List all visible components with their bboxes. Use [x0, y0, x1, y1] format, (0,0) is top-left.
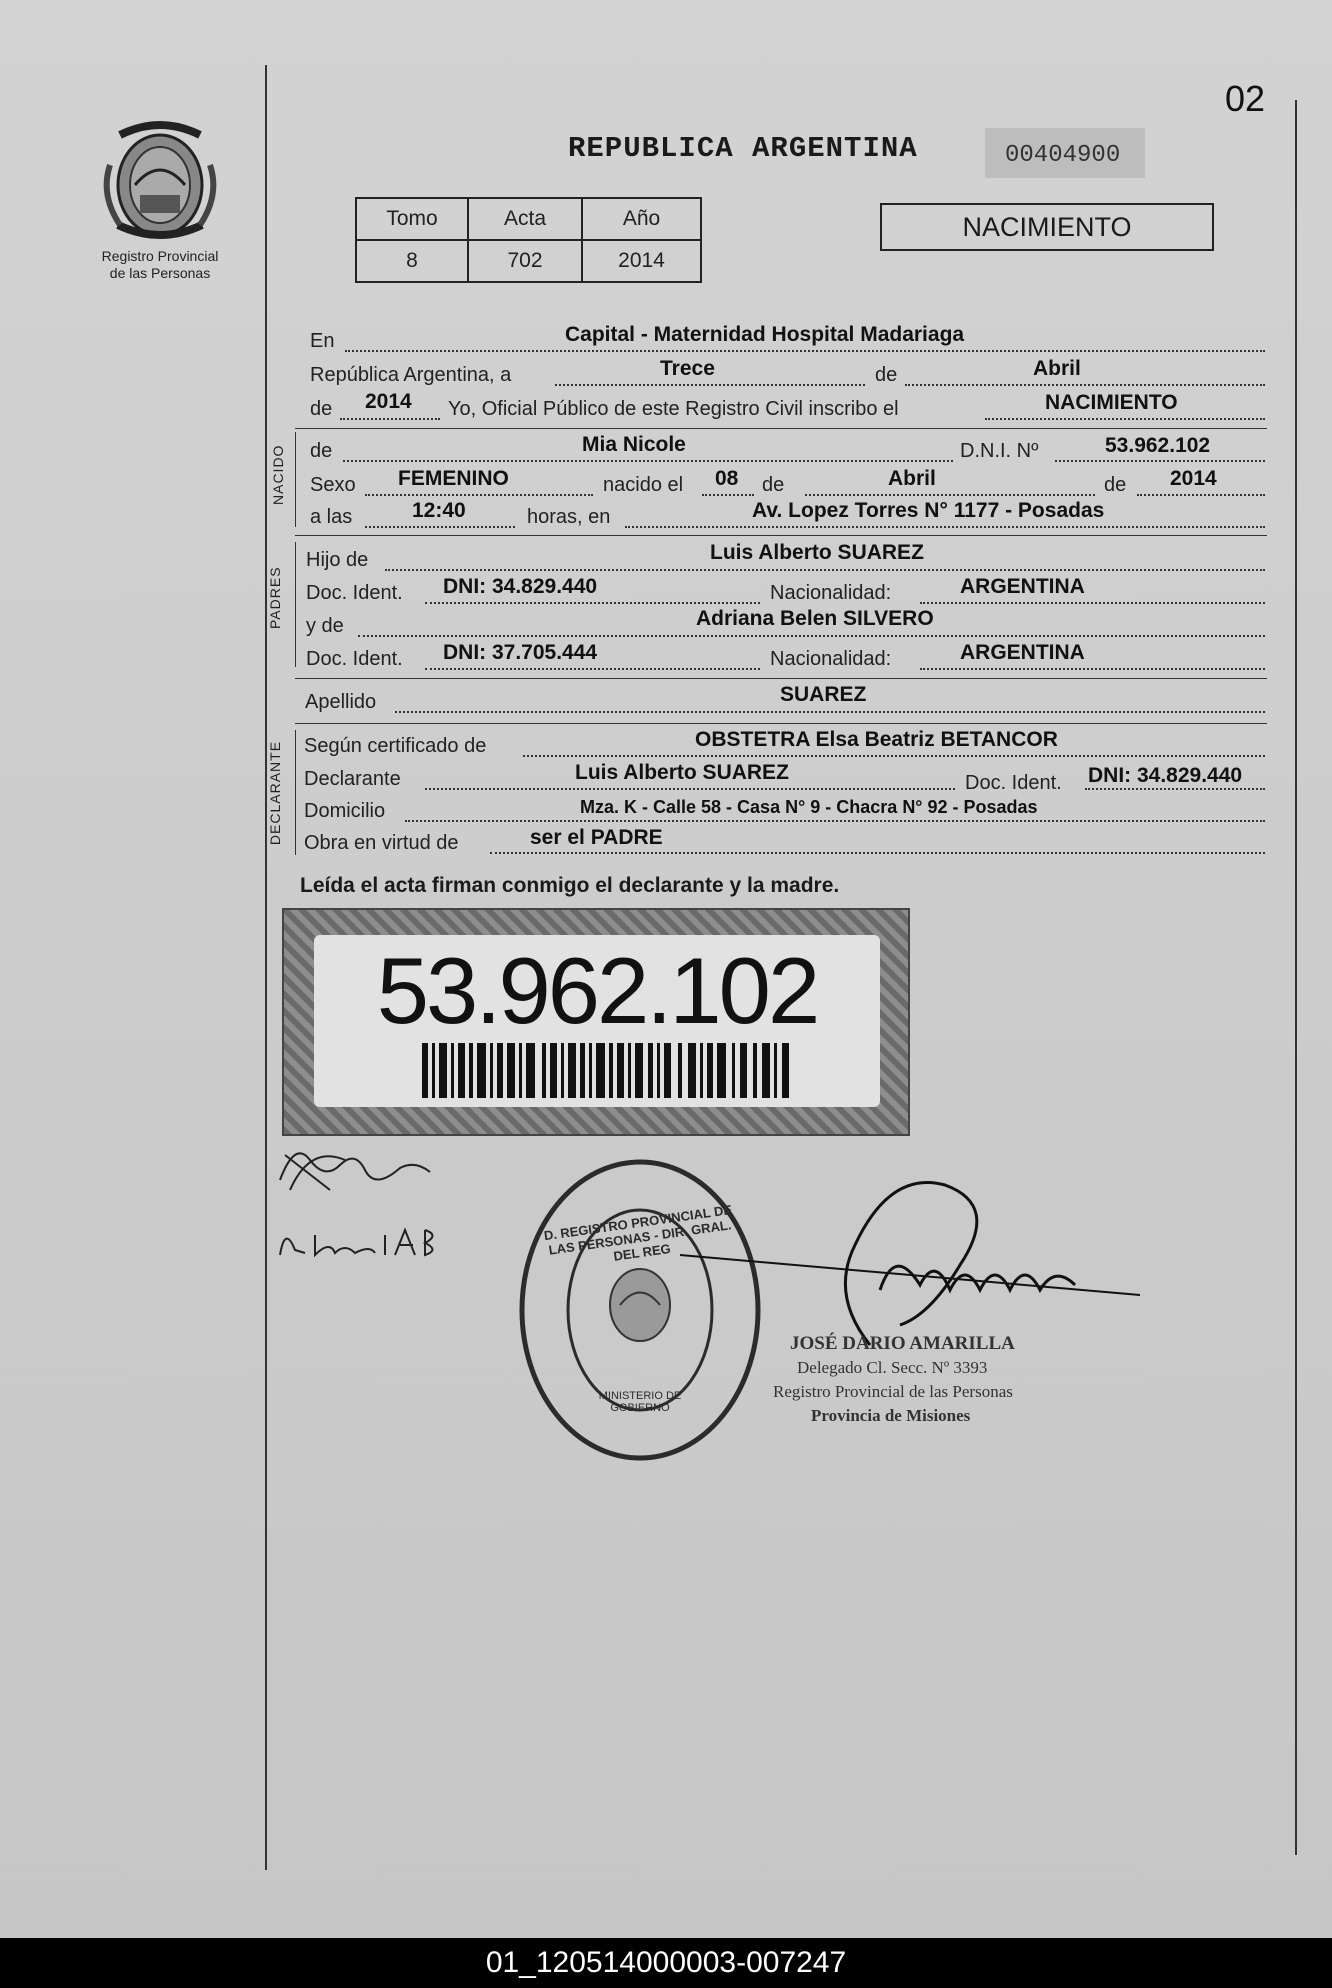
officer-name: JOSÉ DARIO AMARILLA: [790, 1333, 1015, 1354]
dotted-line: [523, 755, 1265, 757]
mother-nationality: ARGENTINA: [960, 641, 1085, 664]
act-word: NACIMIENTO: [1045, 391, 1178, 414]
stamp-ring-text: D. REGISTRO PROVINCIAL DE LAS PERSONAS - DIR. GRAL. DEL REG: [542, 1202, 733, 1264]
year-text: 2014: [365, 390, 412, 413]
officer-title: Delegado Cl. Secc. Nº 3393: [797, 1358, 988, 1377]
father-doc: DNI: 34.829.440: [443, 575, 598, 598]
declarant-role: ser el PADRE: [530, 826, 663, 849]
dotted-line: [1137, 494, 1265, 496]
dotted-line: [405, 820, 1265, 822]
province-logo: [100, 115, 220, 245]
day-text: Trece: [660, 357, 715, 380]
table-cell-tomo: 8: [356, 240, 468, 282]
section-divider: [295, 535, 1267, 536]
table-cell-acta: 702: [468, 240, 582, 282]
stamp-inner-text: MINISTERIO DE GOBIERNO: [598, 1390, 682, 1414]
serial-number: 00404900: [1005, 142, 1121, 169]
month-text: Abril: [1033, 357, 1081, 380]
birth-de2-label: de: [1104, 474, 1127, 496]
a-las-label: a las: [310, 506, 353, 528]
table-cell-ano: 2014: [582, 240, 701, 282]
nacido-de-label: de: [310, 440, 333, 462]
officer-province: Provincia de Misiones: [811, 1406, 971, 1425]
registry-label: Registro Provincial de las Personas: [101, 248, 219, 281]
dotted-line: [920, 668, 1265, 670]
mother-doc: DNI: 37.705.444: [443, 641, 598, 664]
dotted-line: [920, 602, 1265, 604]
table-header-acta: Acta: [468, 198, 582, 240]
dotted-line: [385, 569, 1265, 571]
dotted-line: [625, 526, 1265, 528]
child-name: Mia Nicole: [582, 433, 686, 456]
y-de-label: y de: [306, 615, 344, 637]
father-nat-label: Nacionalidad:: [770, 582, 892, 604]
birth-place-intro: Capital - Maternidad Hospital Madariaga: [565, 323, 965, 346]
child-sex: FEMENINO: [398, 467, 509, 490]
table-header-ano: Año: [582, 198, 701, 240]
footer-id-bar: [0, 1938, 1332, 1988]
sexo-label: Sexo: [310, 474, 356, 496]
birth-de-label: de: [762, 474, 785, 496]
mother-name: Adriana Belen SILVERO: [696, 607, 934, 630]
barcode: [422, 1043, 792, 1098]
page-number: 02: [1225, 78, 1266, 119]
oficial-text: Yo, Oficial Público de este Registro Civil inscribo el: [448, 398, 899, 420]
dotted-line: [395, 711, 1265, 713]
birth-year: 2014: [1170, 467, 1217, 490]
padres-section-label: PADRES: [267, 566, 283, 629]
left-margin-line: [265, 65, 267, 1870]
horas-label: horas, en: [527, 506, 611, 528]
dotted-line: [425, 788, 955, 790]
dotted-line: [345, 350, 1265, 352]
mother-nat-label: Nacionalidad:: [770, 648, 892, 670]
dotted-line: [805, 494, 1095, 496]
record-table: [355, 197, 702, 283]
signature-mother: [275, 1215, 475, 1275]
dotted-line: [425, 668, 760, 670]
certifier: OBSTETRA Elsa Beatriz BETANCOR: [695, 728, 1058, 751]
dotted-line: [425, 602, 760, 604]
dotted-line: [702, 494, 754, 496]
sticker-dni-number: 53.962.102: [376, 938, 818, 1043]
birth-day: 08: [715, 467, 739, 490]
dotted-line: [1085, 788, 1265, 790]
section-bracket: [295, 730, 296, 855]
dotted-line: [343, 460, 953, 462]
nacido-el-label: nacido el: [603, 474, 684, 496]
declarant-doc: DNI: 34.829.440: [1088, 764, 1243, 787]
republica-label: República Argentina, a: [310, 364, 512, 386]
section-bracket: [295, 542, 296, 667]
dotted-line: [358, 635, 1265, 637]
hijo-de-label: Hijo de: [306, 549, 369, 571]
declarant-name: Luis Alberto SUAREZ: [575, 761, 789, 784]
dotted-line: [340, 418, 440, 420]
officer-office: Registro Provincial de las Personas: [773, 1382, 1013, 1401]
act-type-box: [880, 203, 1214, 251]
birth-month: Abril: [888, 467, 936, 490]
dni-label: D.N.I. Nº: [960, 440, 1039, 462]
cert-label: Según certificado de: [304, 735, 487, 757]
declarante-section-label: DECLARANTE: [267, 740, 283, 846]
right-margin-line: [1295, 100, 1297, 1855]
father-name: Luis Alberto SUAREZ: [710, 541, 924, 564]
de2-label: de: [310, 398, 333, 420]
closing-statement: Leída el acta firman conmigo el declarante y la madre.: [300, 874, 840, 897]
mother-doc-label: Doc. Ident.: [306, 648, 403, 670]
surname: SUAREZ: [780, 683, 867, 706]
obra-label: Obra en virtud de: [304, 832, 459, 854]
section-bracket: [295, 432, 296, 527]
birth-address: Av. Lopez Torres N° 1177 - Posadas: [752, 499, 1105, 522]
table-header-tomo: Tomo: [356, 198, 468, 240]
domicilio-label: Domicilio: [304, 800, 386, 822]
country-title: REPUBLICA ARGENTINA: [568, 132, 918, 165]
declarant-doc-label: Doc. Ident.: [965, 772, 1062, 794]
dotted-line: [905, 384, 1265, 386]
father-nationality: ARGENTINA: [960, 575, 1085, 598]
father-doc-label: Doc. Ident.: [306, 582, 403, 604]
dotted-line: [365, 494, 593, 496]
dotted-line: [365, 526, 515, 528]
child-dni: 53.962.102: [1105, 434, 1211, 457]
declarant-address: Mza. K - Calle 58 - Casa N° 9 - Chacra N° 92 - Posadas: [580, 797, 1038, 817]
declarante-label: Declarante: [304, 768, 401, 790]
dotted-line: [985, 418, 1265, 420]
footer-id: 01_120514000003-007247: [485, 1946, 847, 1979]
nacido-section-label: NACIDO: [270, 444, 286, 505]
signature-father: [270, 1130, 440, 1200]
dni-sticker: [282, 908, 910, 1136]
dotted-line: [490, 852, 1265, 854]
section-divider: [295, 723, 1267, 724]
section-divider: [295, 428, 1267, 429]
dotted-line: [1055, 460, 1265, 462]
sticker-panel: [314, 935, 880, 1107]
section-divider: [295, 678, 1267, 679]
birth-time: 12:40: [412, 499, 466, 522]
en-label: En: [310, 330, 335, 352]
dotted-line: [555, 384, 865, 386]
apellido-label: Apellido: [305, 691, 377, 713]
act-type: NACIMIENTO: [962, 212, 1132, 242]
de-label: de: [875, 364, 898, 386]
